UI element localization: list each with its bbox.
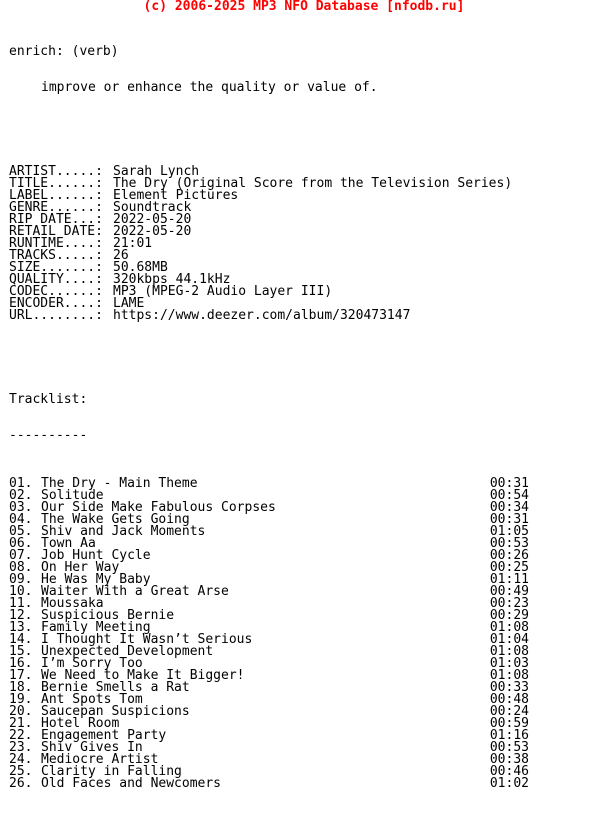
track-number: 01. — [9, 476, 33, 491]
spacer — [9, 118, 599, 130]
track-number: 02. — [9, 488, 33, 503]
info-key: URL........: — [9, 308, 103, 323]
track-time: 00:26 — [489, 548, 529, 563]
track-number: 19. — [9, 692, 33, 707]
track-number: 22. — [9, 728, 33, 743]
track-title: Ant Spots Tom — [41, 692, 143, 707]
track-title: Town Aa — [41, 536, 96, 551]
info-row — [9, 310, 599, 322]
tracklist — [9, 478, 599, 790]
track-title: Suspicious Bernie — [41, 608, 175, 623]
info-value: 320kbps 44.1kHz — [113, 272, 231, 287]
info-value: https://www.deezer.com/album/320473147 — [113, 308, 411, 323]
track-number: 08. — [9, 560, 33, 575]
track-time: 01:03 — [489, 656, 529, 671]
track-time: 00:33 — [489, 680, 529, 695]
tracklist-heading: Tracklist: — [9, 392, 88, 407]
track-title: Old Faces and Newcomers — [41, 776, 222, 791]
track-time: 00:54 — [489, 488, 529, 503]
track-time: 00:46 — [489, 764, 529, 779]
track-time: 01:05 — [489, 524, 529, 539]
track-number: 24. — [9, 752, 33, 767]
track-time: 00:53 — [489, 536, 529, 551]
track-title: I Thought It Wasn’t Serious — [41, 632, 253, 647]
track-time: 00:23 — [489, 596, 529, 611]
track-title: I’m Sorry Too — [41, 656, 143, 671]
info-key: QUALITY....: — [9, 272, 103, 287]
info-key: LABEL......: — [9, 188, 103, 203]
nfo-text — [9, 22, 599, 814]
track-title: Engagement Party — [41, 728, 167, 743]
track-title: Family Meeting — [41, 620, 151, 635]
track-row — [9, 718, 529, 730]
site-header — [0, 0, 608, 14]
track-row — [9, 658, 529, 670]
track-title: Mediocre Artist — [41, 752, 159, 767]
track-time: 00:31 — [489, 512, 529, 527]
track-number: 12. — [9, 608, 33, 623]
track-number: 10. — [9, 584, 33, 599]
track-row — [9, 730, 529, 742]
track-row — [9, 766, 529, 778]
info-value: 21:01 — [113, 236, 153, 251]
track-title: Solitude — [41, 488, 104, 503]
track-number: 03. — [9, 500, 33, 515]
track-title: Shiv and Jack Moments — [41, 524, 206, 539]
track-number: 07. — [9, 548, 33, 563]
track-title: Unexpected Development — [41, 644, 214, 659]
info-key: SIZE.......: — [9, 260, 103, 275]
info-value: 50.68MB — [113, 260, 168, 275]
track-title: Waiter With a Great Arse — [41, 584, 229, 599]
track-row — [9, 742, 529, 754]
track-title: Job Hunt Cycle — [41, 548, 151, 563]
track-row — [9, 706, 529, 718]
definition-meaning: improve or enhance the quality or value of. — [41, 80, 378, 95]
track-time: 00:24 — [489, 704, 529, 719]
info-key: GENRE......: — [9, 200, 103, 215]
info-key: CODEC......: — [9, 284, 103, 299]
track-row — [9, 754, 529, 766]
track-time: 00:29 — [489, 608, 529, 623]
track-row — [9, 682, 529, 694]
info-key: TRACKS.....: — [9, 248, 103, 263]
track-number: 20. — [9, 704, 33, 719]
track-title: Shiv Gives In — [41, 740, 143, 755]
track-title: On Her Way — [41, 560, 120, 575]
site-link[interactable]: (c) 2006-2025 MP3 NFO Database [nfodb.ru] — [143, 0, 465, 14]
track-number: 11. — [9, 596, 33, 611]
track-number: 18. — [9, 680, 33, 695]
track-row — [9, 670, 529, 682]
track-time: 01:08 — [489, 644, 529, 659]
track-title: Hotel Room — [41, 716, 120, 731]
track-time: 01:08 — [489, 668, 529, 683]
tracklist-underline: ---------- — [9, 428, 88, 443]
track-row — [9, 778, 529, 790]
track-number: 16. — [9, 656, 33, 671]
track-time: 01:04 — [489, 632, 529, 647]
track-time: 00:31 — [489, 476, 529, 491]
track-number: 13. — [9, 620, 33, 635]
info-value: 2022-05-20 — [113, 212, 192, 227]
track-time: 01:02 — [489, 776, 529, 791]
track-number: 21. — [9, 716, 33, 731]
track-title: He Was My Baby — [41, 572, 151, 587]
track-number: 25. — [9, 764, 33, 779]
track-time: 00:49 — [489, 584, 529, 599]
info-key: TITLE......: — [9, 176, 103, 191]
track-title: The Wake Gets Going — [41, 512, 190, 527]
info-key: RIP DATE...: — [9, 212, 103, 227]
track-time: 00:38 — [489, 752, 529, 767]
track-number: 17. — [9, 668, 33, 683]
track-time: 00:34 — [489, 500, 529, 515]
track-row — [9, 622, 529, 634]
track-time: 00:25 — [489, 560, 529, 575]
track-title: We Need to Make It Bigger! — [41, 668, 245, 683]
track-title: Bernie Smells a Rat — [41, 680, 190, 695]
definition-word: enrich: (verb) — [9, 44, 119, 59]
info-value: Element Pictures — [113, 188, 239, 203]
track-time: 00:59 — [489, 716, 529, 731]
track-title: The Dry - Main Theme — [41, 476, 198, 491]
track-number: 04. — [9, 512, 33, 527]
track-time: 00:53 — [489, 740, 529, 755]
track-title: Our Side Make Fabulous Corpses — [41, 500, 276, 515]
info-value: LAME — [113, 296, 145, 311]
info-key: RUNTIME....: — [9, 236, 103, 251]
info-value: MP3 (MPEG-2 Audio Layer III) — [113, 284, 333, 299]
track-time: 01:08 — [489, 620, 529, 635]
track-number: 26. — [9, 776, 33, 791]
track-number: 06. — [9, 536, 33, 551]
track-row — [9, 646, 529, 658]
track-row — [9, 634, 529, 646]
track-row — [9, 610, 529, 622]
track-number: 09. — [9, 572, 33, 587]
info-key: ARTIST.....: — [9, 164, 103, 179]
info-value: Soundtrack — [113, 200, 192, 215]
info-value: 2022-05-20 — [113, 224, 192, 239]
info-value: 26 — [113, 248, 129, 263]
track-time: 01:11 — [489, 572, 529, 587]
track-time: 01:16 — [489, 728, 529, 743]
info-value: The Dry (Original Score from the Television Series) — [113, 176, 513, 191]
track-title: Moussaka — [41, 596, 104, 611]
track-title: Clarity in Falling — [41, 764, 182, 779]
track-number: 23. — [9, 740, 33, 755]
track-time: 00:48 — [489, 692, 529, 707]
track-title: Saucepan Suspicions — [41, 704, 190, 719]
track-number: 14. — [9, 632, 33, 647]
track-row — [9, 694, 529, 706]
track-number: 05. — [9, 524, 33, 539]
info-key: RETAIL DATE: — [9, 224, 103, 239]
release-info — [9, 166, 599, 322]
info-value: Sarah Lynch — [113, 164, 200, 179]
track-number: 15. — [9, 644, 33, 659]
info-key: ENCODER....: — [9, 296, 103, 311]
spacer — [9, 358, 599, 370]
